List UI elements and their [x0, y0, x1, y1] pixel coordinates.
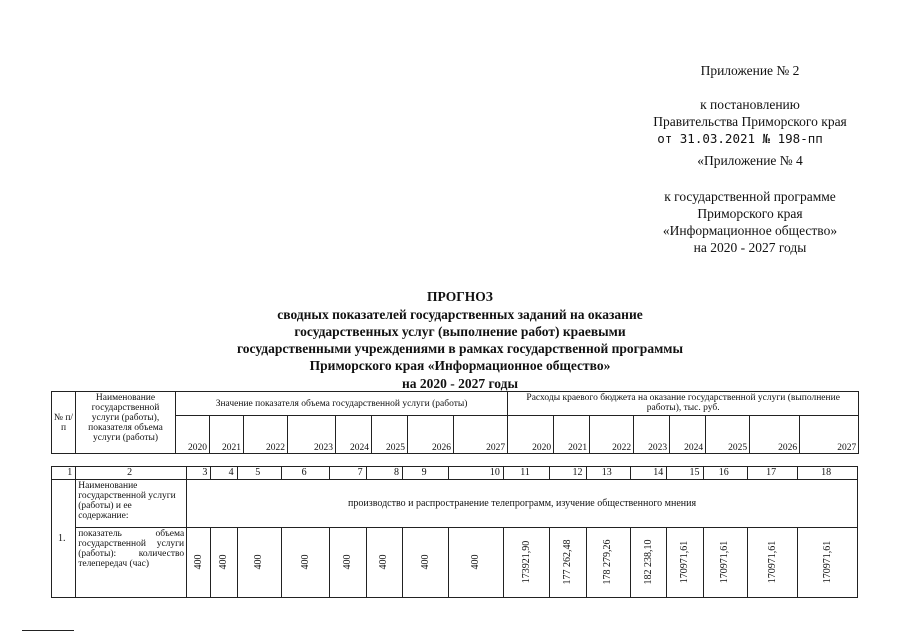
column-number: 3	[187, 467, 211, 480]
value-cell-2020	[187, 528, 211, 598]
expense-cell-2022	[586, 528, 630, 598]
government-label: Правительства Приморского края	[653, 114, 847, 129]
column-number-row	[52, 467, 858, 480]
header-table	[51, 391, 859, 454]
col-name-header: Наименование государственной услуги (работы), показателя объема услуги (работы)	[76, 392, 176, 454]
column-number: 5	[237, 467, 281, 480]
value-2022: 400	[253, 554, 265, 570]
column-number: 4	[211, 467, 237, 480]
value-year-2022: 2022	[244, 416, 288, 454]
expense-2020: 173921,90	[520, 540, 532, 584]
value-year-2023: 2023	[288, 416, 336, 454]
title-line-1: ПРОГНОЗ	[427, 289, 493, 304]
footnote-divider	[22, 630, 74, 631]
column-number: 1	[52, 467, 76, 480]
row-number-cell	[52, 480, 76, 598]
expense-cell-2023	[630, 528, 666, 598]
service-row	[52, 480, 858, 528]
expense-cell-2026	[747, 528, 797, 598]
column-number: 10	[449, 467, 503, 480]
row-number: 1.	[58, 532, 66, 544]
expense-year-2026: 2026	[750, 416, 800, 454]
expense-year-2023: 2023	[634, 416, 670, 454]
expense-year-2021: 2021	[554, 416, 590, 454]
to-resolution-label: к постановлению	[700, 97, 800, 112]
value-cell-2026	[402, 528, 448, 598]
expenses-group-header: Расходы краевого бюджета на оказание государственной услуги (выполнение работы), тыс. руб.	[508, 392, 859, 416]
expense-year-2024: 2024	[670, 416, 706, 454]
expense-cell-2025	[703, 528, 747, 598]
expense-cell-2020	[503, 528, 549, 598]
column-number: 6	[281, 467, 329, 480]
value-cell-2027	[449, 528, 503, 598]
value-year-2021: 2021	[210, 416, 244, 454]
expense-2027: 170971,61	[821, 540, 833, 584]
value-2024: 400	[342, 554, 354, 570]
expense-2026: 170971,61	[766, 540, 778, 584]
value-2020: 400	[192, 554, 204, 570]
expense-2024: 170971,61	[678, 540, 690, 584]
column-number: 15	[667, 467, 703, 480]
date-number-label: от 31.03.2021 № 198-пп	[657, 131, 823, 146]
value-cell-2023	[281, 528, 329, 598]
value-cell-2021	[211, 528, 237, 598]
column-number: 12	[550, 467, 586, 480]
value-year-2027: 2027	[454, 416, 508, 454]
value-2023: 400	[299, 554, 311, 570]
column-number: 17	[747, 467, 797, 480]
service-label: Наименование государственной услуги (работы) и ее содержание:	[76, 480, 187, 528]
expense-cell-2027	[798, 528, 858, 598]
value-cell-2022	[237, 528, 281, 598]
value-year-2025: 2025	[372, 416, 408, 454]
value-year-2020: 2020	[176, 416, 210, 454]
value-year-2024: 2024	[336, 416, 372, 454]
expense-cell-2021	[550, 528, 586, 598]
indicator-row	[52, 528, 858, 598]
expense-year-2020: 2020	[508, 416, 554, 454]
expense-2022: 178 279,26	[602, 539, 614, 585]
value-cell-2025	[366, 528, 402, 598]
title-line-4: государственными учреждениями в рамках государственной программы	[236, 341, 683, 356]
column-number: 13	[586, 467, 630, 480]
to-program-label: к государственной программе	[664, 189, 836, 204]
column-number: 7	[330, 467, 366, 480]
title-line-5: Приморского края «Информационное общество»	[309, 358, 611, 373]
expense-year-2022: 2022	[590, 416, 634, 454]
value-year-2026: 2026	[408, 416, 454, 454]
title-line-3: государственных услуг (выполнение работ) краевыми	[294, 324, 626, 339]
appendix-label: Приложение № 2	[700, 63, 800, 78]
appendix4-label: «Приложение № 4	[697, 153, 803, 168]
years-label: на 2020 - 2027 годы	[693, 240, 807, 255]
value-2026: 400	[419, 554, 431, 570]
indicator-label: показатель объема государственной услуги (работы): количество телепередач (час)	[76, 528, 187, 598]
value-cell-2024	[330, 528, 366, 598]
expense-2023: 182 238,10	[642, 539, 654, 585]
program-name-label: «Информационное общество»	[662, 223, 838, 238]
service-content: производство и распространение телепрограмм, изучение общественного мнения	[187, 480, 858, 528]
value-2021: 400	[217, 554, 229, 570]
expense-year-2027: 2027	[800, 416, 859, 454]
column-number: 9	[402, 467, 448, 480]
col-num-header: № п/п	[52, 392, 76, 454]
value-2027: 400	[470, 554, 482, 570]
column-number: 11	[503, 467, 549, 480]
column-number: 14	[630, 467, 666, 480]
data-table	[51, 466, 858, 598]
column-number: 16	[703, 467, 747, 480]
region-label: Приморского края	[697, 206, 803, 221]
value-2025: 400	[378, 554, 390, 570]
values-group-header: Значение показателя объема государственной услуги (работы)	[176, 392, 508, 416]
expense-year-2025: 2025	[706, 416, 750, 454]
column-number: 18	[798, 467, 858, 480]
title-line-6: на 2020 - 2027 годы	[401, 376, 519, 391]
expense-2021: 177 262,48	[561, 539, 573, 585]
expense-cell-2024	[667, 528, 703, 598]
column-number: 2	[76, 467, 187, 480]
title-line-2: сводных показателей государственных заданий на оказание	[277, 307, 643, 322]
column-number: 8	[366, 467, 402, 480]
expense-2025: 170971,61	[719, 540, 731, 584]
